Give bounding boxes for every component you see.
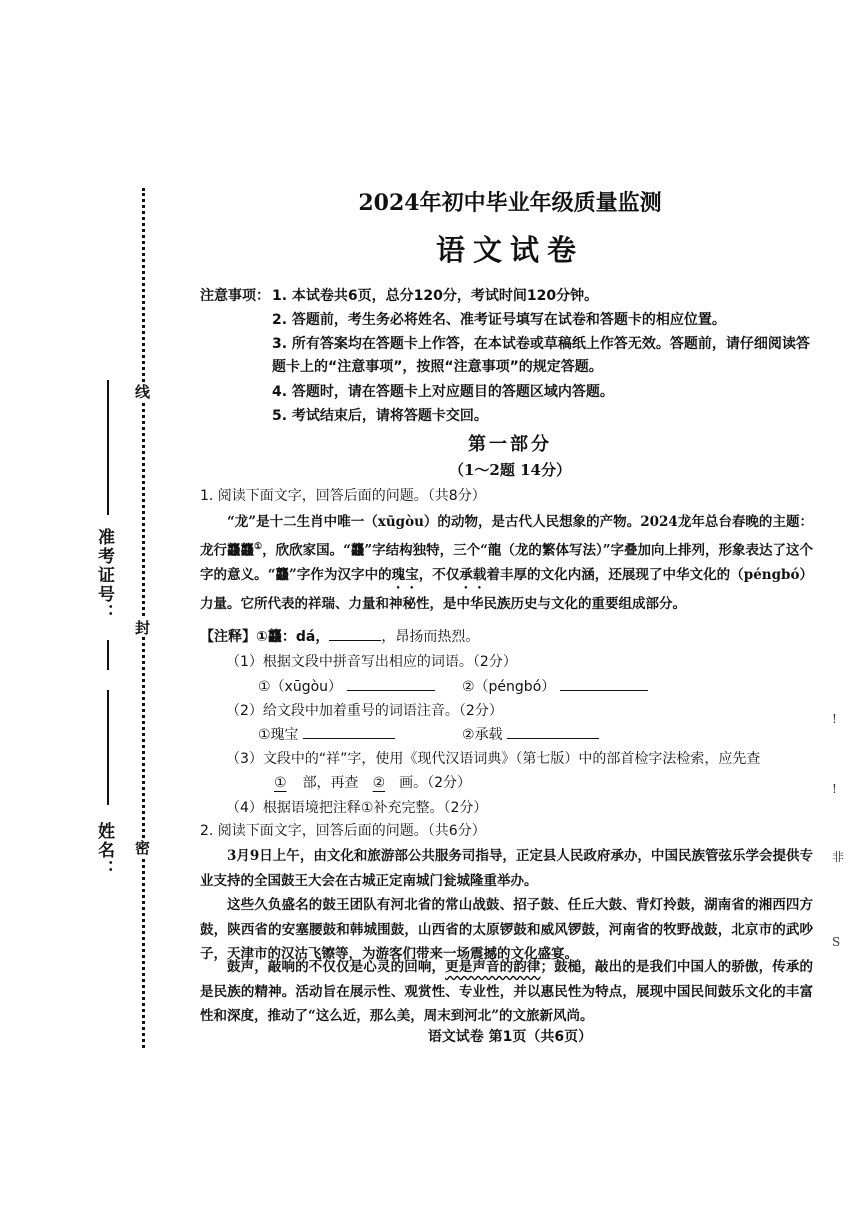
q1-sub2-a-blank xyxy=(303,724,395,739)
q1-sub2-a-label: ①瑰宝 xyxy=(258,727,299,743)
q1-sub1-a xyxy=(258,676,435,696)
q1-sub3-blank-1: ① xyxy=(274,775,287,791)
q1-sub1-b-label: ②（péngbó） xyxy=(462,679,556,695)
q1-sub3-cont xyxy=(258,772,471,792)
q2-para-1: 3月9日上午，由文化和旅游部公共服务司指导，正定县人民政府承办，中国民族管弦乐学会提供专业支持的全国鼓王大会在古城正定南城门瓮城隆重举办。 xyxy=(200,848,813,889)
exam-title: 2024年初中毕业年级质量监测 xyxy=(358,190,662,216)
part-range: （1～2题 14分） xyxy=(449,461,571,479)
q1-passage-text: ，欣欣家国。“龘”字结构独特，三个“龍（龙的繁体写法）”字叠加向上排列，形象表达了这个字的意义。“龘”字作为汉字中的 xyxy=(200,542,814,583)
q1-note-label: 【注释】①龘：dá， xyxy=(200,629,330,645)
q1-passage-text: 着丰厚的文化内涵，还展现了中华文化的（péngbó）力量。它所代表的祥瑞、力量和神秘性，是中华民族历史与文化的重要组成部分。 xyxy=(200,566,814,612)
notes-item: 5. 考试结束后，请将答题卡交回。 xyxy=(272,408,488,424)
notes-item: 1. 本试卷共6页，总分120分，考试时间120分钟。 xyxy=(272,288,599,304)
notes-item: 2. 答题前，考生务必将姓名、准考证号填写在试卷和答题卡的相应位置。 xyxy=(272,312,726,328)
seal-word-mi: 密 xyxy=(133,840,151,855)
notes-item: 4. 答题时，请在答题卡上对应题目的答题区域内答题。 xyxy=(272,384,614,400)
exam-id-label: 准考证号： xyxy=(92,528,117,623)
q1-sub2: （2）给文段中加着重号的词语注音。（2分） xyxy=(226,703,503,719)
scan-mark: 非 xyxy=(832,850,845,864)
q1-dotted-word-1: 瑰宝 xyxy=(391,566,419,583)
part-title: 第一部分 xyxy=(468,434,552,455)
q1-sub1-b xyxy=(462,676,648,696)
q1-sub2-a xyxy=(258,724,395,744)
q1-sub2-b-label: ②承载 xyxy=(462,727,503,743)
exam-id-line-upper xyxy=(107,380,109,515)
q1-passage-text: “龙”是十二生肖中唯一（xūgòu）的动物，是古代人民想象的产物。2024龙年总台春晚的主题：龙行龘龘 xyxy=(200,514,813,558)
name-label: 姓名： xyxy=(92,822,117,879)
q1-sub3-tail: 画。（2分） xyxy=(399,775,472,791)
q1-sub3-mid: 部，再查 xyxy=(302,775,359,791)
q1-note-tail: ，昂扬而热烈。 xyxy=(381,629,480,645)
q2-wavy-phrase: 更是声音的韵律 xyxy=(445,959,541,975)
q1-passage xyxy=(200,510,813,616)
q2-para-2: 这些久负盛名的鼓王团队有河北省的常山战鼓、招子鼓、任丘大鼓、背灯拎鼓，湖南省的湘西四方鼓，陕西省的安塞腰鼓和韩城围鼓，山西省的太原锣鼓和威风锣鼓，河南省的牧野战鼓，北京市的武吵子，天津市的汉沽飞镲等，为游客们带来一场震撼的文化盛宴。 xyxy=(200,897,813,962)
q2-para-3 xyxy=(200,955,813,1029)
q1-sub3-blank-2: ② xyxy=(372,775,386,791)
q1-sub2-b-blank xyxy=(507,724,599,739)
exam-id-line-lower xyxy=(107,640,109,670)
scan-mark: S xyxy=(832,935,841,949)
q1-stem: 1. 阅读下面文字，回答后面的问题。（共8分） xyxy=(200,488,486,504)
page-footer: 语文试卷 第1页（共6页） xyxy=(427,1029,593,1045)
q1-sub2-b xyxy=(462,724,599,744)
q1-sub1: （1）根据文段中拼音写出相应的词语。（2分） xyxy=(226,654,517,670)
q1-dotted-word-2: 承载 xyxy=(459,566,487,583)
exam-subtitle: 语文试卷 xyxy=(435,233,584,267)
q2-para-3-text: ；鼓槌，敲出的是我们中国人的骄傲，传承的是民族的精神。活动旨在展示性、观赏性、专业性，并以惠民性为特点，展现中国民间鼓乐文化的丰富性和深度，推动了“这么近，那么美，周末到河北”的文旅新风尚。 xyxy=(200,959,814,1024)
seal-word-xian: 线 xyxy=(133,384,151,399)
notes-label: 注意事项： xyxy=(200,288,270,304)
scan-mark: ! xyxy=(832,712,837,726)
q2-stem: 2. 阅读下面文字，回答后面的问题。（共6分） xyxy=(200,823,486,839)
q1-passage-text: ，不仅 xyxy=(418,566,460,583)
q1-sub1-a-label: ①（xūgòu） xyxy=(258,679,343,695)
q1-note-ref: ① xyxy=(254,541,263,552)
binding-margin xyxy=(0,0,190,1216)
q1-sub1-b-blank xyxy=(560,676,648,691)
q2-para-3-text: 鼓声，敲响的不仅仅是心灵的回响， xyxy=(227,959,446,975)
q1-sub1-a-blank xyxy=(347,676,435,691)
scan-mark: ! xyxy=(832,782,837,796)
seal-word-feng: 封 xyxy=(133,620,151,635)
q1-note xyxy=(200,625,820,649)
q1-note-blank xyxy=(329,626,381,641)
name-line xyxy=(107,690,109,805)
notes-item: 3. 所有答案均在答题卡上作答，在本试卷或草稿纸上作答无效。答题前，请仔细阅读答题卡上的“注意事项”，按照“注意事项”的规定答题。 xyxy=(272,336,810,375)
q1-sub3: （3）文段中的“祥”字，使用《现代汉语词典》（第七版）中的部首检字法检索，应先查 xyxy=(226,751,761,767)
q1-sub4: （4）根据语境把注释①补充完整。（2分） xyxy=(226,800,488,816)
